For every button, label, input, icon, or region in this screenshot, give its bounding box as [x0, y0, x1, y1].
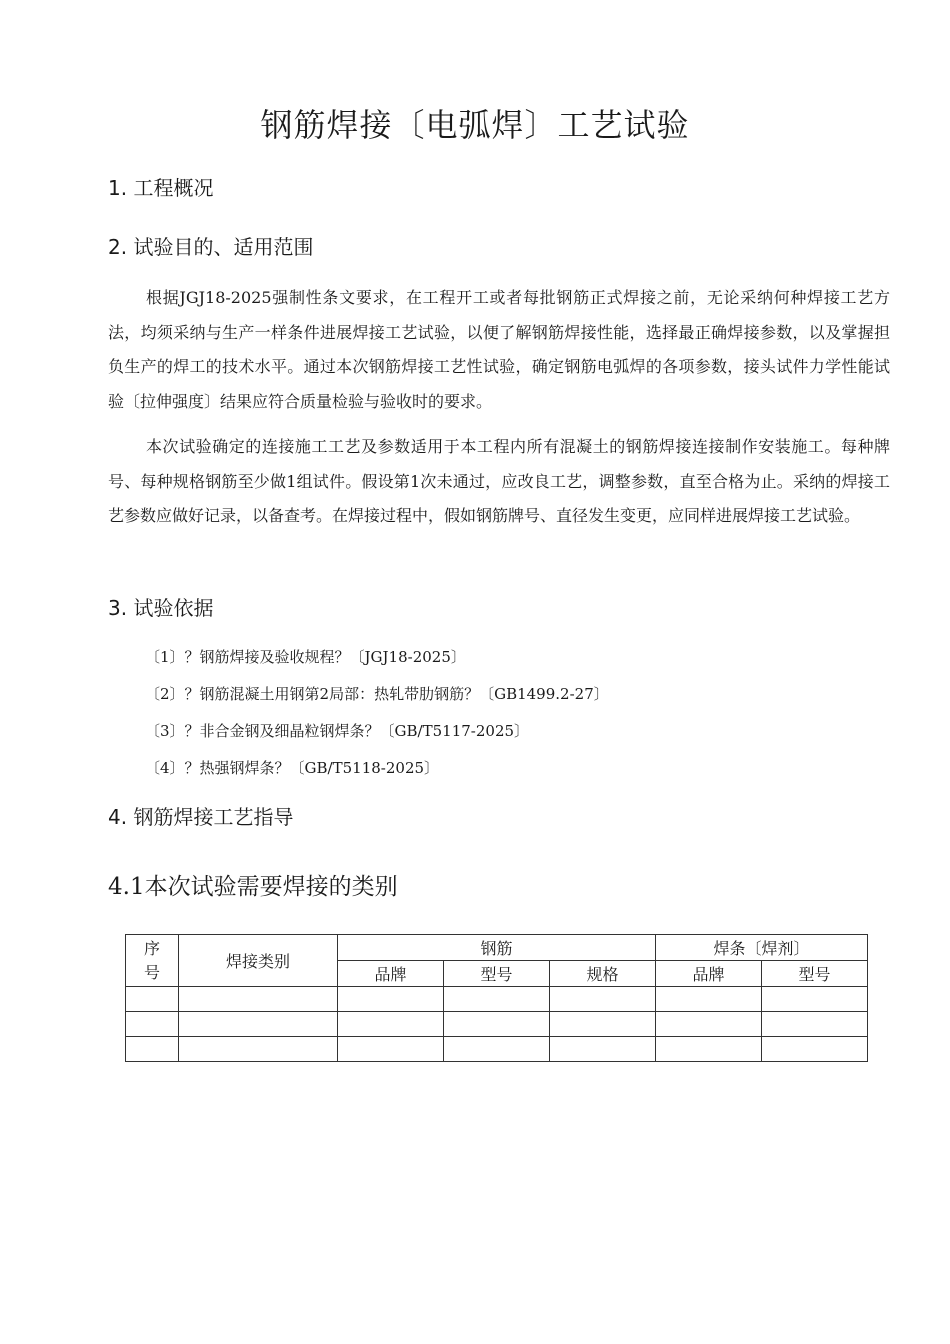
table-cell — [762, 1037, 868, 1062]
table-cell — [550, 987, 656, 1012]
paragraph-purpose: 根据JGJ18-2025强制性条文要求，在工程开工或者每批钢筋正式焊接之前，无论采纳何种焊接工艺方法，均须采纳与生产一样条件进展焊接工艺试验，以便了解钢筋焊接性能，选择最正确焊接参数，以及掌握担负生产的焊工的技术水平。通过本次钢筋焊接工艺性试验，确定钢筋电弧焊的各项参数，接头试件力学性能试验〔拉伸强度〕结果应符合质量检验与验收时的要求。 — [108, 288, 890, 411]
reference-item: 〔1〕？钢筋焊接及验收规程？〔JGJ18-2025〕 — [145, 648, 466, 666]
table-cell — [762, 987, 868, 1012]
table-cell — [179, 987, 338, 1012]
table-cell — [444, 987, 550, 1012]
header-rebar-brand: 品牌 — [338, 961, 444, 987]
table-cell — [762, 1012, 868, 1037]
section-heading-basis: 3. 试验依据 — [108, 596, 214, 620]
reference-item: 〔2〕？钢筋混凝土用钢第2局部：热轧带肋钢筋？〔GB1499.2-27〕 — [145, 685, 609, 703]
table-cell — [656, 987, 762, 1012]
header-electrode-model: 型号 — [762, 961, 868, 987]
document-title: 钢筋焊接〔电弧焊〕工艺试验 — [260, 106, 690, 144]
header-electrode-brand: 品牌 — [656, 961, 762, 987]
header-seq-top: 序 — [143, 938, 160, 958]
section-heading-purpose: 2. 试验目的、适用范围 — [108, 235, 314, 259]
table-cell — [444, 1037, 550, 1062]
header-electrode-group: 焊条〔焊剂〕 — [656, 935, 868, 961]
table-cell — [656, 1037, 762, 1062]
section-heading-guidance: 4. 钢筋焊接工艺指导 — [108, 805, 294, 829]
header-rebar-group: 钢筋 — [338, 935, 656, 961]
section-heading-overview: 1. 工程概况 — [108, 176, 214, 200]
table-row — [126, 1037, 868, 1062]
header-seq-bottom: 号 — [143, 962, 160, 982]
table-cell — [550, 1037, 656, 1062]
table-cell — [126, 987, 179, 1012]
header-seq — [126, 935, 179, 987]
reference-item: 〔3〕？非合金钢及细晶粒钢焊条？〔GB/T5117-2025〕 — [145, 722, 530, 740]
header-rebar-model: 型号 — [444, 961, 550, 987]
table-cell — [550, 1012, 656, 1037]
table-cell — [338, 1012, 444, 1037]
header-weld-type: 焊接类别 — [179, 935, 338, 987]
reference-list — [145, 643, 609, 791]
table-cell — [444, 1012, 550, 1037]
table-cell — [338, 1037, 444, 1062]
table-cell — [126, 1012, 179, 1037]
header-rebar-spec: 规格 — [550, 961, 656, 987]
paragraph-scope: 本次试验确定的连接施工工艺及参数适用于本工程内所有混凝土的钢筋焊接连接制作安装施工。每种牌号、每种规格钢筋至少做1组试件。假设第1次未通过，应改良工艺，调整参数，直至合格为止。采纳的焊接工艺参数应做好记录，以备查考。在焊接过程中，假如钢筋牌号、直径发生变更，应同样进展焊接工艺试验。 — [108, 437, 890, 525]
table-cell — [656, 1012, 762, 1037]
table-row — [126, 1012, 868, 1037]
table-cell — [179, 1012, 338, 1037]
weld-type-table — [125, 934, 868, 1062]
table-cell — [179, 1037, 338, 1062]
table-cell — [338, 987, 444, 1012]
table-row — [126, 987, 868, 1012]
table-cell — [126, 1037, 179, 1062]
table-header-row — [126, 935, 868, 961]
reference-item: 〔4〕？热强钢焊条？〔GB/T5118-2025〕 — [145, 759, 440, 777]
subsection-heading-weld-types: 4.1本次试验需要焊接的类别 — [108, 874, 398, 900]
